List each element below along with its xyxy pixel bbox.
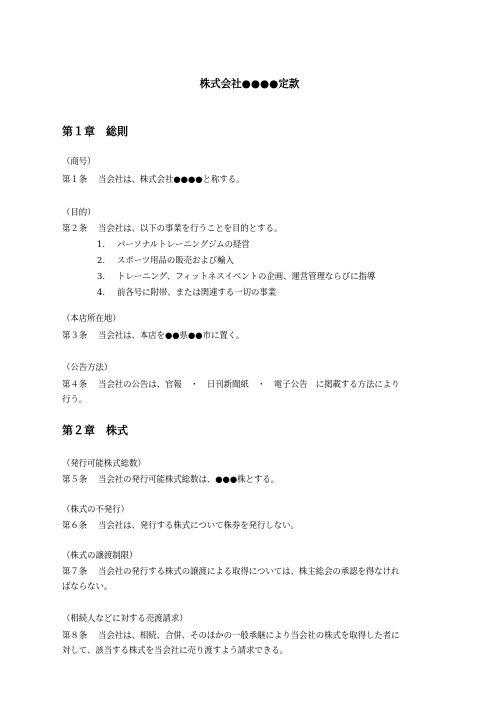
article-caption: （本店所在地） xyxy=(62,313,121,323)
article-caption: （商号） xyxy=(62,156,96,166)
article-caption: （株式の譲渡制限） xyxy=(62,550,138,560)
article-text: 当会社は、相続、合併、そのほかの一般承継により当会社の株式を取得した者に xyxy=(98,630,400,640)
list-number: 3. xyxy=(97,271,105,281)
list-item xyxy=(97,238,250,250)
article-line xyxy=(62,378,400,390)
article-number: 第８条 xyxy=(62,630,88,640)
list-text: パーソナルトレーニングジムの経営 xyxy=(117,239,250,249)
article-number: 第６条 xyxy=(62,520,88,530)
article-line xyxy=(62,519,299,531)
article-line xyxy=(62,629,400,641)
article-line xyxy=(62,173,244,185)
article-line xyxy=(62,329,244,341)
article-line xyxy=(62,565,399,577)
article-text: 当会社は、株式会社●●●●と称する。 xyxy=(98,174,245,184)
article-text: 当会社の発行する株式の譲渡による取得については、株主総会の承認を得なけれ xyxy=(98,566,400,576)
list-number: 1. xyxy=(97,239,105,249)
article-text: 当会社は、本店を●●県●●市に置く。 xyxy=(98,330,245,340)
list-text: トレーニング、フィットネスイベントの企画、運営管理ならびに指導 xyxy=(117,271,376,281)
list-number: 4. xyxy=(97,287,105,297)
article-text: 当会社の発行可能株式総数は、●●●株とする。 xyxy=(98,474,280,484)
article-number: 第１条 xyxy=(62,174,88,184)
chapter-heading: 第１章 総則 xyxy=(62,125,128,138)
article-number: 第４条 xyxy=(62,379,88,389)
article-number: 第２条 xyxy=(62,223,88,233)
article-caption: （目的） xyxy=(62,207,96,217)
article-caption: （公告方法） xyxy=(62,362,113,372)
article-text: 当会社の公告は、官報 ・ 日刊新聞紙 ・ 電子公告 に掲載する方法により xyxy=(98,379,400,389)
list-item xyxy=(97,270,375,282)
article-number: 第７条 xyxy=(62,566,88,576)
article-caption: （株式の不発行） xyxy=(62,504,129,514)
list-number: 2. xyxy=(97,255,105,265)
document-title: 株式会社●●●●定款 xyxy=(199,78,300,90)
article-continuation: ばならない。 xyxy=(62,581,113,591)
article-line xyxy=(62,473,279,485)
article-caption: （発行可能株式総数） xyxy=(62,458,146,468)
list-text: 前各号に附帯、または関連する一切の事業 xyxy=(117,287,277,297)
article-caption: （相続人などに対する売渡請求） xyxy=(62,613,188,623)
list-item xyxy=(97,254,234,266)
article-line xyxy=(62,222,282,234)
article-text: 当会社は、以下の事業を行うことを目的とする。 xyxy=(98,223,283,233)
list-item xyxy=(97,286,276,298)
list-text: スポーツ用品の販売および輸入 xyxy=(117,255,234,265)
article-continuation: 対して、該当する株式を当会社に売り渡すよう請求できる。 xyxy=(62,645,288,655)
article-number: 第３条 xyxy=(62,330,88,340)
article-continuation: 行う。 xyxy=(62,394,88,404)
chapter-heading: 第２章 株式 xyxy=(62,424,128,437)
article-number: 第５条 xyxy=(62,474,88,484)
article-text: 当会社は、発行する株式について株券を発行しない。 xyxy=(98,520,299,530)
